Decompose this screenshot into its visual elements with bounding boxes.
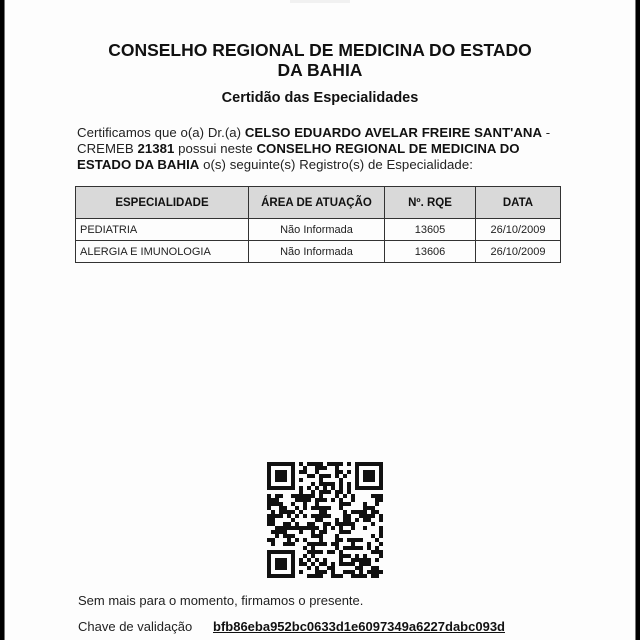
doctor-name: CELSO EDUARDO AVELAR FREIRE SANT'ANA bbox=[244, 125, 543, 140]
council-title bbox=[0, 40, 640, 80]
certification-paragraph bbox=[77, 125, 565, 173]
column-header-rqe: Nº. RQE bbox=[385, 187, 476, 219]
table-row bbox=[76, 241, 561, 263]
council-name: CONSELHO REGIONAL DE MEDICINA DO ESTADO DA BAHIA bbox=[77, 141, 520, 172]
cell-date: 26/10/2009 bbox=[476, 241, 561, 263]
table-header-row bbox=[76, 187, 561, 219]
table-row bbox=[76, 219, 561, 241]
crm-number: 21381 bbox=[137, 141, 175, 156]
cell-specialty: PEDIATRIA bbox=[76, 219, 249, 241]
cell-rqe: 13606 bbox=[385, 241, 476, 263]
qr-code-icon bbox=[267, 462, 383, 578]
closing-statement: Sem mais para o momento, firmamos o presente. bbox=[78, 593, 364, 608]
cell-rqe: 13605 bbox=[385, 219, 476, 241]
cell-practice-area: Não Informada bbox=[249, 219, 385, 241]
title-line-1: CONSELHO REGIONAL DE MEDICINA DO ESTADO bbox=[108, 40, 532, 60]
intro-text: possui neste bbox=[174, 141, 257, 156]
document-subtitle: Certidão das Especialidades bbox=[221, 90, 419, 106]
cell-practice-area: Não Informada bbox=[249, 241, 385, 263]
column-header-practice-area: ÁREA DE ATUAÇÃO bbox=[249, 187, 385, 219]
cell-specialty: ALERGIA E IMUNOLOGIA bbox=[76, 241, 249, 263]
title-line-2: DA BAHIA bbox=[277, 60, 363, 80]
specialties-table bbox=[75, 186, 561, 263]
intro-text: - CREMEB bbox=[77, 125, 551, 156]
column-header-date: DATA bbox=[476, 187, 561, 219]
column-header-specialty: ESPECIALIDADE bbox=[76, 187, 249, 219]
validation-key-label: Chave de validação bbox=[78, 619, 193, 634]
validation-key-link[interactable]: bfb86eba952bc0633d1e6097349a6227dabc093d bbox=[213, 619, 505, 634]
intro-text: o(s) seguinte(s) Registro(s) de Especialidade: bbox=[199, 157, 473, 172]
intro-text: Certificamos que o(a) Dr.(a) bbox=[77, 125, 245, 140]
cell-date: 26/10/2009 bbox=[476, 219, 561, 241]
cropped-header-fragment bbox=[290, 0, 350, 3]
